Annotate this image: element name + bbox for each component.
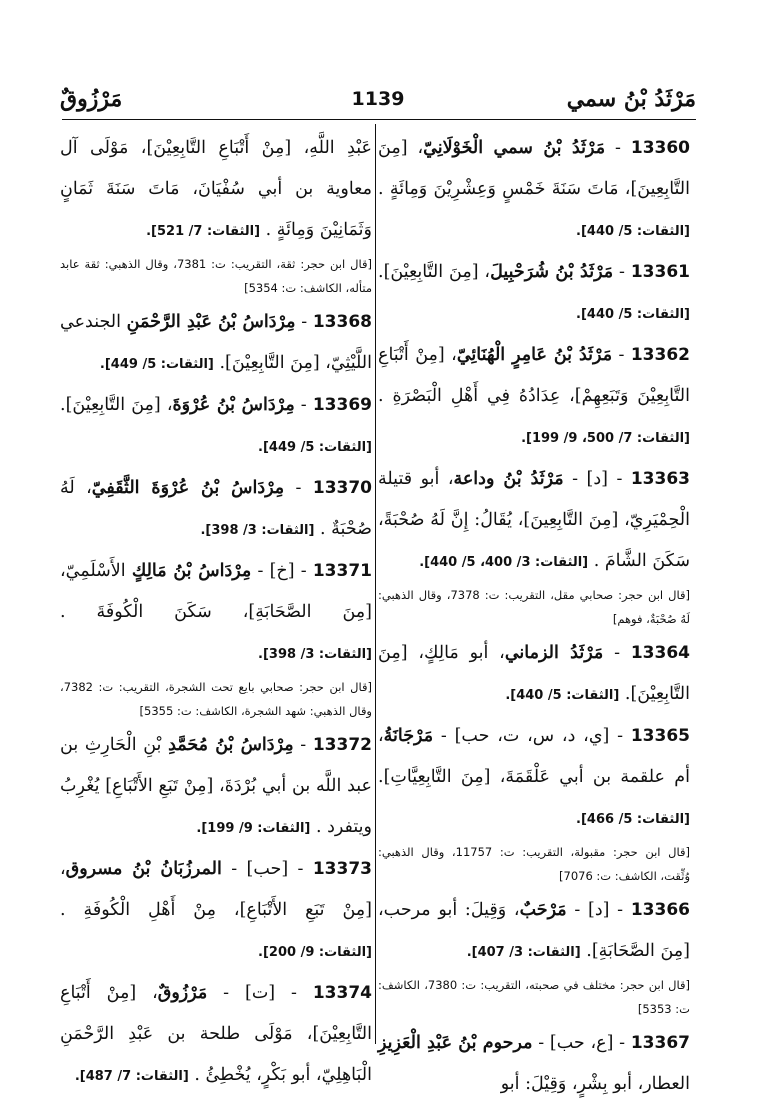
entry-text: ، لَهُ صُحْبَةٌ .	[60, 478, 372, 539]
entry-code: - [حب] -	[221, 859, 313, 879]
entry-reference: [الثقات: 5/ 440].	[576, 307, 690, 322]
entry-number: 13366	[630, 900, 690, 920]
biography-entry	[378, 335, 690, 459]
biography-entry	[378, 890, 690, 973]
biography-entry	[60, 725, 372, 849]
entry-text: الأَسْلَمِيّ، [مِنَ الصَّحَابَةِ]، سَكَنَ الْكُوفَةَ .	[60, 561, 372, 622]
editor-note: [قال ابن حجر: صحابي مقل، التقريب: ت: 7378، وقال الذهبي: لَهُ صُحْبَةٌ، فوهم]	[378, 588, 690, 626]
entry-text: ، أبو مَالِكٍ، [مِنَ التَّابِعِيْنَ].	[378, 643, 690, 704]
entry-name: مَرْثَدُ الزماني	[504, 643, 604, 663]
entry-number: 13367	[630, 1033, 690, 1053]
entry-name: مَرْزُوقٌ	[157, 983, 208, 1003]
entry-text: ، أبو قتيلة الْحِمْيَرِيّ، [مِنَ التَّابِعِينَ]، يُقَالُ: إِنَّ لَهُ صُحْبَةً، سَكَنَ الشَّامَ .	[378, 469, 690, 571]
biography-entry	[378, 716, 690, 840]
entry-number: 13371	[312, 561, 372, 581]
entry-number: 13374	[312, 983, 372, 1003]
entry-text: ، أم علقمة بن أبي عَلْقَمَةَ، [مِنَ التَّابِعِيَّاتِ].	[378, 726, 690, 787]
entry-reference: [الثقات: 9/ 200].	[258, 945, 372, 960]
entry-name: مِرْدَاسُ بْنُ عَبْدِ الرَّحْمَنِ	[126, 312, 296, 332]
entry-code: - [ي، د، س، ت، حب] -	[433, 726, 631, 746]
entry-reference: [الثقات: 9/ 199].	[196, 821, 311, 836]
entry-code: -	[284, 478, 313, 498]
entry-text: ، [مِنَ التَّابِعِيْنَ].	[60, 395, 173, 415]
left-column	[60, 128, 372, 1097]
entry-name: مِرْدَاسُ بْنُ عُرْوَةَ	[172, 395, 295, 415]
entry-name: مَرْثَدُ بْنُ وداعة	[453, 469, 564, 489]
entry-name: مِرْدَاسُ بْنُ مُحَمَّدِ	[168, 735, 294, 755]
biography-entry	[378, 633, 690, 716]
entry-number: 13373	[312, 859, 372, 879]
biography-entry	[60, 849, 372, 973]
biography-entry	[378, 1023, 690, 1105]
entry-text: ، وَقِيلَ: أبو مرحب، [مِنَ الصَّحَابَةِ].	[378, 900, 690, 961]
entry-number: 13364	[630, 643, 690, 663]
entry-number: 13361	[630, 262, 690, 282]
entry-name: المرزُبَانُ بْنُ مسروق	[65, 859, 222, 879]
entry-number: 13360	[630, 138, 691, 158]
entry-name: مَرْثَدُ بْنُ شُرَحْبِيلَ	[490, 262, 614, 282]
entry-reference: [الثقات: 7/ 521].	[146, 224, 261, 239]
entry-code: -	[294, 395, 313, 415]
entry-text: ، [مِنْ أَتْبَاعِ التَّابِعِيْنَ]، مَوْلَى طلحة بن عَبْدِ الرَّحْمَنِ الْبَاهِلِيّ، أبو بَكْرٍ، يُخْطِئُ .	[60, 983, 372, 1085]
biography-entry	[60, 468, 372, 551]
entry-number: 13369	[312, 395, 372, 415]
entry-text: ، [مِنَ التَّابِعِينَ]، مَاتَ سَنَةَ خَمْسٍ وَعِشْرِيْنَ وَمِائَةٍ .	[378, 138, 690, 199]
page-number: 1139	[351, 88, 405, 110]
entry-name: مَرْثَدُ بْنُ عَامِرٍ الْهُنَائِيّ	[456, 345, 613, 365]
entry-name: مِرْدَاسُ بْنُ عُرْوَةَ الثَّقَفِيّ	[91, 478, 285, 498]
entry-number: 13370	[312, 478, 373, 498]
editor-note: [قال ابن حجر: ثقة، التقريب: ت: 7381، وقال الذهبي: ثقة عابد متأله، الكاشف: ت: 5354]	[60, 257, 372, 295]
entry-text: بْنِ الْحَارِثِ بن عبد اللَّه بن أبي بُرْدَةَ، [مِنْ تَبَعِ الأَتْبَاعِ] يُغْرِبُ ويتفرد .	[60, 735, 372, 837]
entry-text: ، [مِنْ تَبَعِ الأَتْبَاعِ]، مِنْ أَهْلِ الْكُوفَةِ .	[60, 859, 372, 920]
entry-reference: [الثقات: 7/ 500، 9/ 199].	[521, 431, 690, 446]
entry-reference: [الثقات: 3/ 398].	[200, 523, 315, 538]
entry-code: -	[295, 312, 313, 332]
entry-code: -	[293, 735, 313, 755]
page-header	[60, 86, 696, 116]
entry-number: 13363	[630, 469, 690, 489]
entry-code: -	[612, 345, 631, 365]
biography-entry	[378, 252, 690, 335]
entry-reference: [الثقات: 5/ 466].	[576, 812, 690, 827]
biography-entry	[378, 128, 690, 252]
entry-name: مَرْحَبٌ	[519, 900, 567, 920]
entry-number: 13365	[630, 726, 690, 746]
entry-name: مرحوم بْنُ عَبْدِ الْعَزِيزِ	[378, 1033, 533, 1053]
header-rule	[62, 119, 696, 120]
entry-reference: [الثقات: 3/ 407].	[466, 945, 581, 960]
entry-text: ، [مِنْ أَتْبَاعِ التَّابِعِيْنَ وَتَبَعِهِمْ]، عِدَادُهُ فِي أَهْلِ الْبَصْرَةِ .	[378, 345, 690, 406]
entry-number: 13372	[312, 735, 372, 755]
running-title-left: مَرْزُوقٌ	[60, 86, 123, 112]
entry-number: 13362	[630, 345, 690, 365]
entry-reference: [الثقات: 5/ 440].	[576, 224, 690, 239]
biography-entry	[60, 973, 372, 1097]
entry-text: عَبْدِ اللَّهِ، [مِنْ أَتْبَاعِ التَّابِعِيْنَ]، مَوْلَى آل معاوية بن أبي سُفْيَانَ، مَاتَ سَنَةَ ثَمَانٍ وَثَمَانِيْنَ وَمِائَةٍ .	[60, 138, 372, 240]
entry-reference: [الثقات: 7/ 487].	[74, 1069, 189, 1084]
biography-entry	[60, 128, 372, 252]
entry-code: -	[613, 262, 631, 282]
entry-code: -	[603, 643, 631, 663]
entry-name: مَرْثَدُ بْنُ سمي الْخَوْلَانِيّ	[423, 138, 606, 158]
entry-name: مَرْجَانَةُ	[383, 726, 434, 746]
entry-code: -	[605, 138, 631, 158]
right-column	[378, 128, 690, 1105]
entry-name: مِرْدَاسُ بْنُ مَالِكٍ	[131, 561, 252, 581]
entry-code: - [د] -	[563, 469, 631, 489]
entry-code: - [ت] -	[207, 983, 313, 1003]
entry-reference: [الثقات: 3/ 400، 5/ 440].	[419, 555, 589, 570]
entry-text: العطار، أبو بِشْرٍ، وَقِيْلَ: أبو	[500, 1074, 690, 1094]
entry-reference: [الثقات: 5/ 440].	[505, 688, 620, 703]
biography-entry	[60, 302, 372, 385]
entry-reference: [الثقات: 5/ 449].	[258, 440, 372, 455]
column-divider	[375, 124, 376, 1044]
running-title-right: مَرْثَدُ بْنُ سمي	[566, 86, 696, 112]
entry-text: الجندعي اللَّيْثِيّ، [مِنَ التَّابِعِيْنَ].	[60, 312, 372, 373]
biography-entry	[378, 459, 690, 583]
entry-reference: [الثقات: 3/ 398].	[258, 647, 372, 662]
entry-text: ، [مِنَ التَّابِعِيْنَ].	[378, 262, 491, 282]
biography-entry	[60, 551, 372, 675]
entry-reference: [الثقات: 5/ 449].	[99, 357, 214, 372]
editor-note: [قال ابن حجر: مختلف في صحبته، التقريب: ت: 7380، الكاشف: ت: 5353]	[378, 978, 690, 1016]
entry-code: - [خ] -	[251, 561, 313, 581]
entry-code: - [ع، حب] -	[532, 1033, 631, 1053]
entry-number: 13368	[312, 312, 372, 332]
biography-entry	[60, 385, 372, 468]
editor-note: [قال ابن حجر: صحابي بايع تحت الشجرة، التقريب: ت: 7382، وقال الذهبي: شهد الشجرة، الكاشف: ت: 5355]	[60, 680, 372, 718]
entry-code: - [د] -	[566, 900, 631, 920]
editor-note: [قال ابن حجر: مقبولة، التقريب: ت: 11757، وقال الذهبي: وُثِّقت، الكاشف: ت: 7076]	[378, 845, 690, 883]
